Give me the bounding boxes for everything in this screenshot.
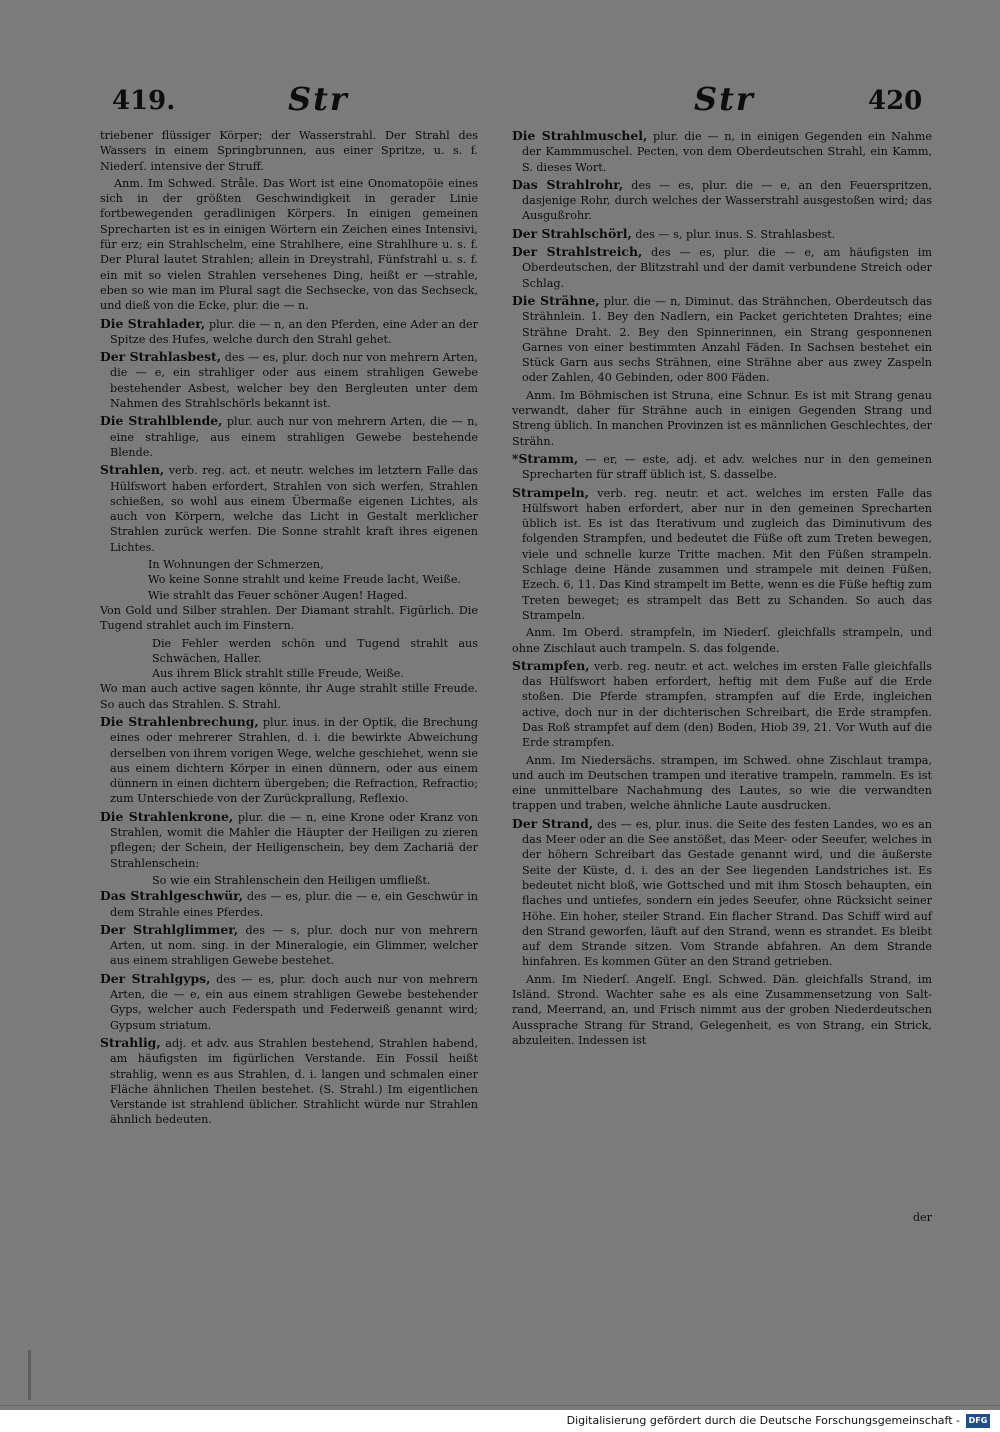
entry-text: plur. inus. in der Optik, die Brechung eines oder mehrerer Strahlen, d. i. die bewirkte Abweichung derselben von ihrem vorigen Wege, welche geschiehet, wenn sie aus einem dichtern Körper in einen dünnern, oder aus einem dünnern in einen dichtern übergeben; die Refraction, Refractio; zum Unterschiede von der Zurückprallung, Reflexio. xyxy=(110,715,479,806)
headword: Strampfen, xyxy=(512,657,590,673)
quote-line: In Wohnungen der Schmerzen, xyxy=(148,558,324,572)
headword: Strampeln, xyxy=(512,484,589,500)
headword: Der Strahlstreich, xyxy=(512,244,643,260)
entry-text: des — es, plur. doch nur von mehrern Arten, die — e, ein strahliger oder aus einem strahligen Gewebe bestehender Asbest, welcher bey den Bergleuten unter dem Nahmen des Strahlschörls bekannt ist. xyxy=(110,351,478,411)
scan-edge-mark xyxy=(28,1350,31,1400)
annotation: Anm. Im Oberd. strampfeln, im Niederſ. gleichfalls strampeln, und ohne Zischlaut auch trampeln. S. das folgende. xyxy=(512,626,932,655)
dictionary-entry xyxy=(100,1035,478,1128)
page-header xyxy=(0,80,1000,126)
catchword: der xyxy=(912,1211,932,1224)
headword: Die Strahlmuschel, xyxy=(512,128,648,143)
left-page-number: 419. xyxy=(112,86,176,116)
dictionary-entry xyxy=(100,316,478,348)
dictionary-entry xyxy=(512,816,932,970)
headword: Die Strahlenkrone, xyxy=(100,808,234,824)
dictionary-entry xyxy=(100,971,478,1033)
entry-text: plur. die — n, Diminut. das Strähnchen, Oberdeutsch das Strähnlein. 1. Bey den Nadlern, ein Packet gerichteten Drahtes; eine Strähne Draht. 2. Bey den Spinnerinnen, ein Strang gesponnenen Garnes von einer bestimmten Anzahl Fäden. In Sachsen bestehet ein Stück Garn aus sechs Strähnen, eine Strähne aber aus zwey Zaspeln oder Zahlen, 40 Gebinden, oder 800 Fäden. xyxy=(522,294,932,385)
headword: Die Strähne, xyxy=(512,292,600,308)
dictionary-entry xyxy=(100,349,478,411)
quote-line: So wie ein Strahlenschein den Heiligen umfließt. xyxy=(152,873,431,887)
dictionary-entry xyxy=(100,413,478,460)
entry-text: des — es, plur. die — e, ein Geschwür in dem Strahle eines Pferdes. xyxy=(110,890,478,919)
entry-text: des — s, plur. doch nur von mehrern Arten, ut nom. sing. in der Mineralogie, ein Glimmer, welcher aus einem strahligen Gewebe bestehet. xyxy=(110,923,478,968)
entry-text: triebener flüssiger Körper; der Wasserstrahl. Der Strahl des Wassers in einem Springbrunnen, aus einer Spritze, u. s. f. Niederſ. intensive der Struff. xyxy=(100,129,478,173)
headword: Die Strahlader, xyxy=(100,315,206,331)
entry-text: verb. reg. neutr. et act. welches im ersten Falle gleichfalls das Hülfswort haben erfordert, heftig mit dem Fuße auf die Erde stoßen. Die Pferde strampfen, strampfen auf die Erde, ingleichen active, doch nur in der dichterischen Schreibart, die Erde strampfen. Das Roß strampfet auf dem (den) Boden, Hiob 39, 21. Vor Wuth auf die Erde strampfen. xyxy=(522,659,932,750)
headword: Strahlig, xyxy=(100,1034,161,1050)
dictionary-entry xyxy=(512,226,932,242)
annotation: Anm. Im Niederſ. Angelſ. Engl. Schwed. Dän. gleichfalls Strand, im Isländ. Strond. Wachter sahe es als eine Zusammensetzung von Salt-rand, Meerrand, an, und Frisch nimmt aus der groben Niederdeutschen Aussprache Strang für Strand, Gelegenheit, es von Strang, ein Strick, abzuleiten. Indessen ist xyxy=(512,972,932,1047)
entry-text: adj. et adv. aus Strahlen bestehend, Strahlen habend, am häufigsten im figürlichen Verstande. Ein Fossil heißt strahlig, wenn es aus Strahlen, d. i. langen und schmalen einer Fläche ähnlichen Theilen bestehet. (S. Strahl.) Im eigentlichen Verstande ist strahlend üblicher. Strahlicht würde nur Strahlen ähnlich bedeuten. xyxy=(110,1036,478,1127)
left-column xyxy=(100,128,478,1130)
dictionary-entry xyxy=(100,462,478,555)
headword: Der Strand, xyxy=(512,815,594,831)
quote-line: Aus ihrem Blick strahlt stille Freude, Weiße. xyxy=(152,667,404,681)
entry-text: verb. reg. neutr. et act. welches im ersten Falle das Hülfswort haben erfordert, aber nur in den gemeinen Sprecharten üblich ist. Es ist das Iterativum und zugleich das Diminutivum des folgenden Strampfen, und bedeutet die Füße oft zum Treten bewegen, viele und schnelle kurze Tritte machen. Mit den Füßen strampeln. Schlage deine Hände zusammen und strampele mit deinen Füßen, Ezech. 6, 11. Das Kind strampelt im Bette, wenn es die Füße heftig zum Treten beweget; es strampelt das Bett zu Schanden. So auch das Strampeln. xyxy=(522,486,932,622)
left-running-head: Str xyxy=(288,80,349,118)
quote-line: Die Fehler werden schön und Tugend strahlt aus Schwächen, Haller. xyxy=(152,636,478,665)
dictionary-entry xyxy=(512,451,932,483)
right-column xyxy=(512,128,932,1050)
headword: Die Strahlblende, xyxy=(100,413,223,429)
dfg-logo-icon: DFG xyxy=(966,1414,990,1428)
quote-line: Wo keine Sonne strahlt und keine Freude lacht, Weiße. xyxy=(148,573,461,587)
verse-quote xyxy=(148,557,478,603)
verse-quote xyxy=(152,636,478,682)
entry-text: des — es, plur. inus. die Seite des festen Landes, wo es an das Meer oder an die See anstößet, das Meer- oder Seeufer, welches in der höhern Schreibart das Gestade genannt wird, und die äußerste Seite der Küste, d. i. des an der See liegenden Landstriches ist. Es bedeutet nicht bloß, wie Gottsched und mit ihm Stosch behaupten, ein flaches und untiefes, sondern ein jedes Seeufer, ohne Rücksicht seiner Höhe. Ein hoher, steiler Strand. Ein flacher Strand. Das Schiff wird auf den Strand geworfen, läuft auf den Strand, wenn es strandet. Es bleibt auf dem Strande sitzen. Vom Strande abfahren. An dem Strande hinfahren. Es kommen Güter an den Strand getrieben. xyxy=(522,817,932,969)
entry-text: des — es, plur. die — e, an den Feuerspritzen, dasjenige Rohr, durch welches der Wasserstrahl ausgestoßen wird; das Ausgußrohr. xyxy=(522,178,933,223)
funding-note: Digitalisierung gefördert durch die Deutsche Forschungsgemeinschaft - xyxy=(566,1414,960,1427)
entry-text: des — s, plur. inus. S. Strahlasbest. xyxy=(635,227,836,241)
right-page-number: 420 xyxy=(868,86,923,116)
dictionary-entry xyxy=(100,922,478,969)
footer-bar xyxy=(0,1410,1000,1432)
headword: Das Strahlgeschwür, xyxy=(100,888,244,904)
dictionary-entry xyxy=(100,888,478,920)
headword: Die Strahlenbrechung, xyxy=(100,713,259,729)
entry-text: des — es, plur. doch auch nur von mehrern Arten, die — e, ein aus einem strahligen Gewebe bestehender Gyps, welcher auch Federspath und Federweiß genannt wird; Gypsum striatum. xyxy=(110,972,479,1032)
annotation: Anm. Im Böhmischen ist Struna, eine Schnur. Es ist mit Strang genau verwandt, daher für Strähne auch in einigen Gegenden Strang und Streng üblich. In manchen Provinzen ist es männlichen Geschlechtes, der Strähn. xyxy=(512,388,932,448)
headword: Das Strahlrohr, xyxy=(512,176,624,192)
dictionary-entry xyxy=(512,244,932,291)
entry-text: Wo man auch active sagen könnte, ihr Auge strahlt stille Freude. So auch das Strahlen. S. Strahl. xyxy=(100,682,478,711)
headword: *Stramm, xyxy=(512,450,579,466)
footer-divider xyxy=(0,1405,1000,1406)
verse-quote xyxy=(152,873,478,888)
dictionary-entry xyxy=(512,485,932,624)
annotation: Anm. Im Schwed. Stråle. Das Wort ist eine Onomatopöie eines sich in der größten Geschwindigkeit in gerader Linie fortbewegenden geradlinigen Körpers. In einigen gemeinen Sprecharten ist es in einigen Wörtern ein Zeichen eines Intensivi, für erz; ein Strahlschelm, eine Strahlhere, eine Strahlhure u. s. f. Der Plural lautet Strahlen; allein in Dreystrahl, Fünfstrahl u. s. f. ein mit so vielen Strahlen versehenes Ding, heißt er —strahle, eben so wie man im Plural sagt die Sechsecke, von das Sechseck, und dieß von die Ecke, plur. die — n. xyxy=(100,176,478,313)
headword: Der Strahlglimmer, xyxy=(100,921,239,937)
headword: Der Strahlasbest, xyxy=(100,349,222,365)
headword: Der Strahlschörl, xyxy=(512,225,632,241)
entry-text: plur. die — n, in einigen Gegenden ein Nahme der Kammmuschel. Pecten, von dem Oberdeutschen Strahl, ein Kamm, S. dieses Wort. xyxy=(522,130,932,174)
dictionary-entry xyxy=(100,809,478,871)
entry-text: verb. reg. act. et neutr. welches im letztern Falle das Hülfswort haben erfordert, Strahlen von sich werfen, Strahlen schießen, so wohl aus einem Übermaße eigenen Lichtes, als auch von Körpern, welche das Licht in Gestalt merklicher Strahlen zurück werfen. Die Sonne strahlt kraft ihres eigenen Lichtes. xyxy=(110,464,478,554)
quote-line: Wie strahlt das Feuer schöner Augen! Haged. xyxy=(148,588,408,602)
entry-text: plur. die — n, eine Krone oder Kranz von Strahlen, womit die Mahler die Häupter der Heiligen zu zieren pflegen; der Schein, der Heiligenschein, bey dem Zachariä der Strahlenschein: xyxy=(110,810,478,870)
entry-text: plur. auch nur von mehrern Arten, die — n, eine strahlige, aus einem strahligen Gewebe bestehende Blende. xyxy=(110,415,478,459)
headword: Der Strahlgyps, xyxy=(100,970,211,986)
dictionary-entry xyxy=(100,714,478,807)
entry-text: plur. die — n, an den Pferden, eine Ader an der Spitze des Hufes, welche durch den Strahl gehet. xyxy=(110,317,478,346)
annotation: Anm. Im Niedersächs. strampen, im Schwed. ohne Zischlaut trampa, und auch im Deutschen trampen und iterative trampeln, rammeln. Es ist eine unmittelbare Nachahmung des Lautes, so wie die verwandten trappen und traben, welche ähnliche Laute ausdrucken. xyxy=(512,753,932,813)
entry-text: des — es, plur. die — e, am häufigsten im Oberdeutschen, der Blitzstrahl und der damit verbundene Streich oder Schlag. xyxy=(522,246,932,290)
entry-text: Von Gold und Silber strahlen. Der Diamant strahlt. Figürlich. Die Tugend strahlet auch im Finstern. xyxy=(100,603,478,633)
right-running-head: Str xyxy=(694,80,755,118)
dictionary-entry xyxy=(512,128,932,175)
entry-text: — er, — este, adj. et adv. welches nur in den gemeinen Sprecharten für straff üblich ist, S. dasselbe. xyxy=(522,452,932,482)
dictionary-entry xyxy=(512,177,932,224)
dictionary-entry xyxy=(512,293,932,386)
dictionary-entry xyxy=(512,658,932,751)
headword: Strahlen, xyxy=(100,462,165,478)
